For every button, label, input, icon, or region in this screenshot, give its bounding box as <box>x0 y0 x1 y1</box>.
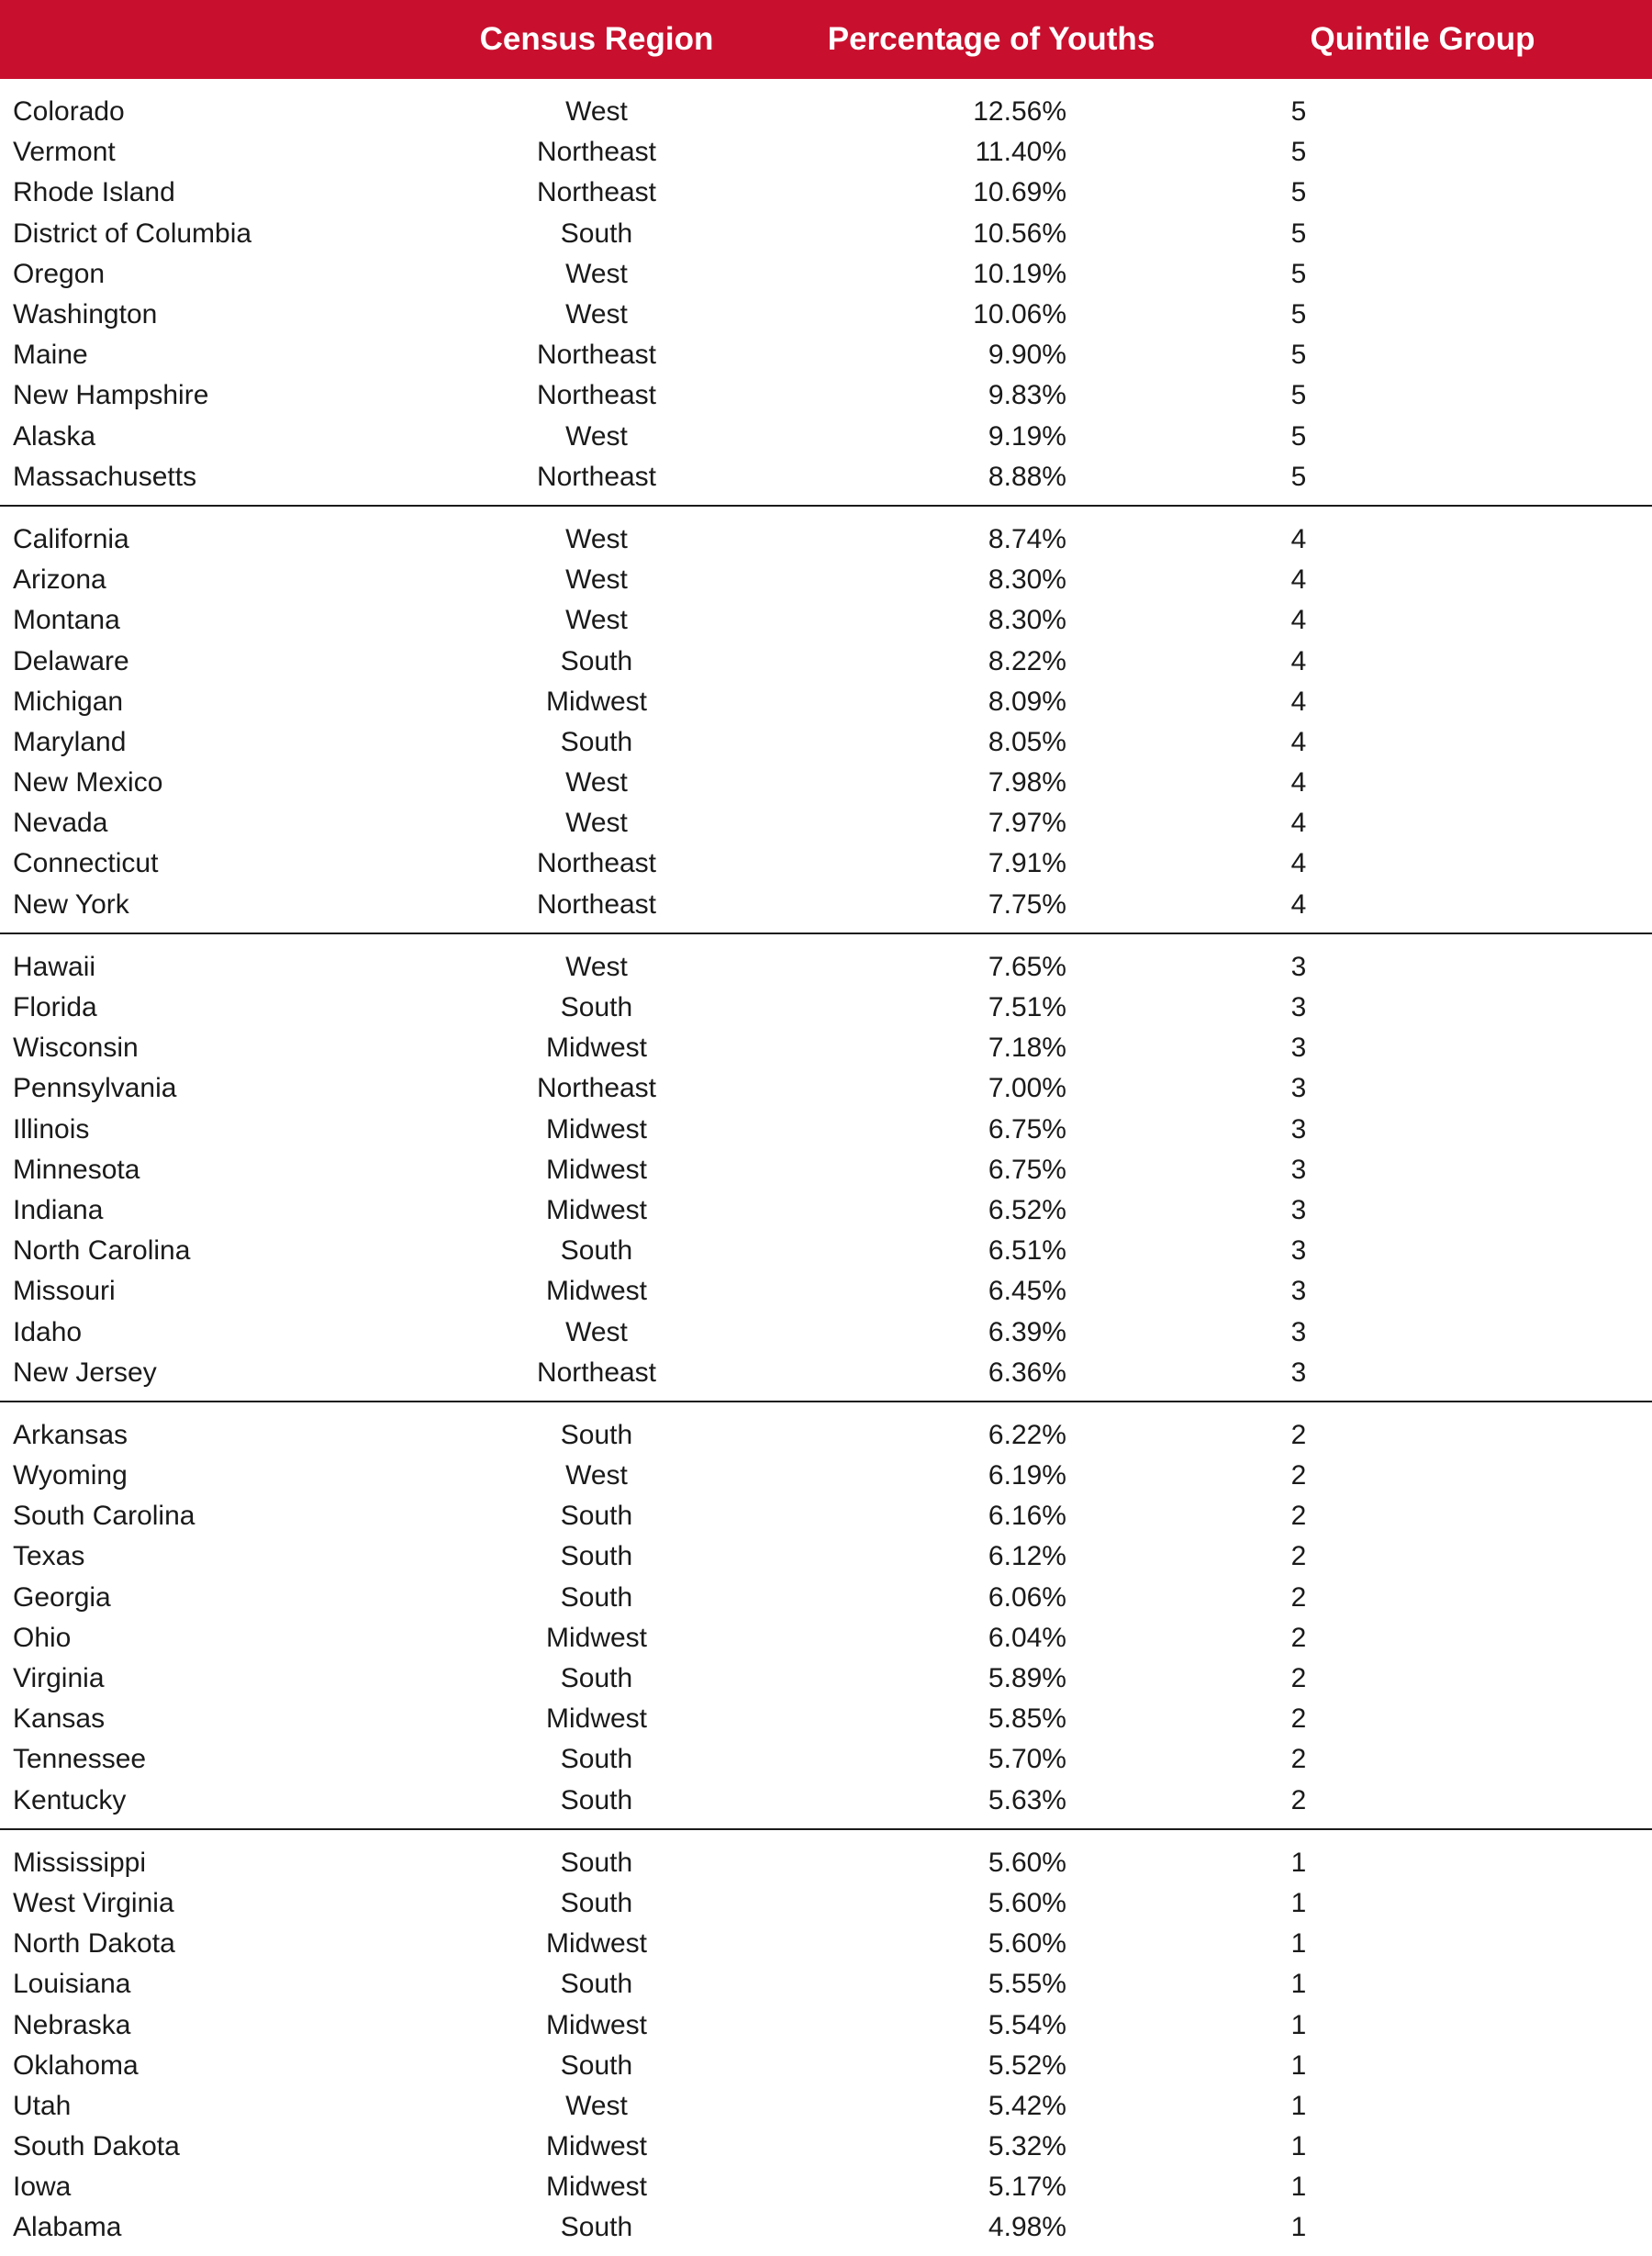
state-cell: Louisiana <box>13 1969 131 2000</box>
state-cell: New Mexico <box>13 767 163 799</box>
region-cell: South <box>560 992 633 1023</box>
state-cell: Alaska <box>13 420 96 452</box>
state-cell: Colorado <box>13 96 125 128</box>
percentage-cell: 5.60% <box>988 1887 1066 1918</box>
percentage-cell: 5.85% <box>988 1703 1066 1735</box>
quintile-cell: 4 <box>1290 767 1307 799</box>
table-row <box>0 2167 1652 2207</box>
quintile-cell: 4 <box>1290 808 1307 839</box>
state-cell: Nebraska <box>13 2009 131 2040</box>
quintile-cell: 3 <box>1290 1235 1307 1267</box>
quintile-group-section <box>0 79 1652 507</box>
percentage-cell: 6.39% <box>988 1316 1066 1347</box>
quintile-cell: 1 <box>1290 1928 1307 1960</box>
table-row <box>0 803 1652 843</box>
quintile-cell: 4 <box>1290 645 1307 676</box>
region-cell: Northeast <box>536 888 657 920</box>
quintile-cell: 1 <box>1290 2172 1307 2203</box>
region-cell: Northeast <box>536 340 657 371</box>
table-row <box>0 1578 1652 1618</box>
region-cell: Northeast <box>536 380 657 411</box>
state-cell: New Hampshire <box>13 380 209 411</box>
percentage-cell: 5.70% <box>988 1744 1066 1775</box>
quintile-cell: 5 <box>1290 299 1307 330</box>
table-row <box>0 600 1652 641</box>
region-cell: West <box>565 523 628 554</box>
state-cell: Hawaii <box>13 951 96 982</box>
region-cell: West <box>565 808 628 839</box>
table-row <box>0 1924 1652 1964</box>
percentage-cell: 10.06% <box>973 299 1066 330</box>
state-cell: Florida <box>13 992 97 1023</box>
quintile-cell: 1 <box>1290 2131 1307 2162</box>
region-cell: Northeast <box>536 1357 657 1388</box>
state-cell: Iowa <box>13 2172 72 2203</box>
table-row <box>0 1353 1652 1393</box>
state-cell: Connecticut <box>13 848 159 879</box>
quintile-cell: 5 <box>1290 461 1307 492</box>
region-cell: Northeast <box>536 137 657 168</box>
quintile-cell: 3 <box>1290 951 1307 982</box>
region-cell: South <box>560 645 633 676</box>
state-cell: Missouri <box>13 1276 116 1307</box>
region-cell: Midwest <box>545 1928 648 1960</box>
percentage-cell: 7.18% <box>988 1033 1066 1064</box>
quintile-cell: 3 <box>1290 1154 1307 1185</box>
quintile-cell: 3 <box>1290 1357 1307 1388</box>
table-row <box>0 1658 1652 1699</box>
percentage-cell: 6.75% <box>988 1113 1066 1145</box>
state-cell: Pennsylvania <box>13 1073 177 1104</box>
quintile-cell: 2 <box>1290 1541 1307 1572</box>
percentage-cell: 5.60% <box>988 1847 1066 1878</box>
quintile-cell: 1 <box>1290 2212 1307 2243</box>
region-cell: South <box>560 1235 633 1267</box>
percentage-cell: 6.45% <box>988 1276 1066 1307</box>
region-cell: South <box>560 1501 633 1532</box>
region-cell: South <box>560 1581 633 1613</box>
state-cell: Oregon <box>13 258 106 289</box>
state-cell: California <box>13 523 129 554</box>
percentage-cell: 10.56% <box>973 218 1066 249</box>
table-row <box>0 2046 1652 2086</box>
state-cell: District of Columbia <box>13 218 252 249</box>
state-cell: Wisconsin <box>13 1033 139 1064</box>
region-cell: West <box>565 951 628 982</box>
quintile-cell: 2 <box>1290 1581 1307 1613</box>
region-cell: South <box>560 1541 633 1572</box>
region-cell: South <box>560 1887 633 1918</box>
table-row <box>0 1110 1652 1150</box>
table-row <box>0 1231 1652 1271</box>
table-row <box>0 1150 1652 1190</box>
region-cell: Midwest <box>545 1703 648 1735</box>
region-cell: Midwest <box>545 2131 648 2162</box>
state-cell: Washington <box>13 299 158 330</box>
state-cell: Arizona <box>13 564 106 596</box>
table-row <box>0 132 1652 173</box>
quintile-cell: 5 <box>1290 177 1307 208</box>
quintile-cell: 4 <box>1290 888 1307 920</box>
quintile-cell: 1 <box>1290 2049 1307 2081</box>
region-cell: South <box>560 2049 633 2081</box>
table-row <box>0 1843 1652 1883</box>
percentage-cell: 7.91% <box>988 848 1066 879</box>
state-cell: Mississippi <box>13 1847 147 1878</box>
quintile-cell: 3 <box>1290 1276 1307 1307</box>
table-row <box>0 1068 1652 1109</box>
state-cell: Massachusetts <box>13 461 197 492</box>
table-row <box>0 763 1652 803</box>
quintile-cell: 5 <box>1290 420 1307 452</box>
header-quintile-group: Quintile Group <box>1310 21 1535 57</box>
percentage-cell: 8.22% <box>988 645 1066 676</box>
percentage-cell: 8.30% <box>988 605 1066 636</box>
quintile-cell: 1 <box>1290 2090 1307 2121</box>
percentage-cell: 6.36% <box>988 1357 1066 1388</box>
state-cell: Ohio <box>13 1622 72 1653</box>
table-row <box>0 1415 1652 1456</box>
region-cell: South <box>560 1847 633 1878</box>
table-row <box>0 1618 1652 1658</box>
percentage-cell: 7.98% <box>988 767 1066 799</box>
state-cell: Rhode Island <box>13 177 175 208</box>
percentage-cell: 6.16% <box>988 1501 1066 1532</box>
quintile-cell: 5 <box>1290 340 1307 371</box>
state-cell: Michigan <box>13 686 124 717</box>
region-cell: West <box>565 258 628 289</box>
quintile-cell: 3 <box>1290 1316 1307 1347</box>
state-cell: North Carolina <box>13 1235 191 1267</box>
percentage-cell: 5.42% <box>988 2090 1066 2121</box>
region-cell: Midwest <box>545 1154 648 1185</box>
table-row <box>0 417 1652 457</box>
percentage-cell: 10.19% <box>973 258 1066 289</box>
table-row <box>0 947 1652 988</box>
quintile-cell: 5 <box>1290 258 1307 289</box>
quintile-group-section <box>0 934 1652 1402</box>
region-cell: South <box>560 1784 633 1815</box>
state-cell: Tennessee <box>13 1744 147 1775</box>
region-cell: South <box>560 726 633 757</box>
region-cell: Midwest <box>545 2172 648 2203</box>
table-row <box>0 214 1652 254</box>
table-row <box>0 641 1652 681</box>
region-cell: Midwest <box>545 1276 648 1307</box>
quintile-group-section <box>0 507 1652 934</box>
table-row <box>0 2207 1652 2248</box>
header-percentage-of-youths: Percentage of Youths <box>827 21 1155 57</box>
table-row <box>0 2005 1652 2045</box>
state-cell: Kentucky <box>13 1784 127 1815</box>
table-row <box>0 375 1652 416</box>
percentage-cell: 5.54% <box>988 2009 1066 2040</box>
quintile-cell: 2 <box>1290 1744 1307 1775</box>
state-cell: Idaho <box>13 1316 83 1347</box>
percentage-cell: 6.75% <box>988 1154 1066 1185</box>
percentage-cell: 11.40% <box>975 137 1066 168</box>
quintile-cell: 1 <box>1290 1969 1307 2000</box>
quintile-cell: 5 <box>1290 137 1307 168</box>
percentage-cell: 6.19% <box>988 1460 1066 1491</box>
table-row <box>0 1536 1652 1577</box>
region-cell: South <box>560 2212 633 2243</box>
quintile-cell: 3 <box>1290 1033 1307 1064</box>
percentage-cell: 8.09% <box>988 686 1066 717</box>
quintile-cell: 5 <box>1290 380 1307 411</box>
quintile-cell: 3 <box>1290 992 1307 1023</box>
percentage-cell: 8.74% <box>988 523 1066 554</box>
quintile-group-section <box>0 1402 1652 1830</box>
quintile-cell: 2 <box>1290 1419 1307 1450</box>
state-cell: Maine <box>13 340 88 371</box>
percentage-cell: 8.05% <box>988 726 1066 757</box>
region-cell: Northeast <box>536 461 657 492</box>
region-cell: Midwest <box>545 1033 648 1064</box>
quintile-cell: 1 <box>1290 1887 1307 1918</box>
region-cell: South <box>560 218 633 249</box>
percentage-cell: 7.51% <box>988 992 1066 1023</box>
region-cell: West <box>565 564 628 596</box>
state-cell: Arkansas <box>13 1419 128 1450</box>
quintile-group-section <box>0 1830 1652 2256</box>
region-cell: West <box>565 2090 628 2121</box>
state-cell: South Dakota <box>13 2131 180 2162</box>
table-row <box>0 1456 1652 1496</box>
table-row <box>0 1496 1652 1536</box>
table-row <box>0 843 1652 884</box>
quintile-cell: 4 <box>1290 686 1307 717</box>
state-cell: South Carolina <box>13 1501 195 1532</box>
state-cell: Texas <box>13 1541 85 1572</box>
percentage-cell: 6.51% <box>988 1235 1066 1267</box>
percentage-cell: 5.63% <box>988 1784 1066 1815</box>
region-cell: West <box>565 1316 628 1347</box>
header-census-region: Census Region <box>479 21 714 57</box>
region-cell: South <box>560 1744 633 1775</box>
percentage-cell: 7.00% <box>988 1073 1066 1104</box>
percentage-cell: 6.06% <box>988 1581 1066 1613</box>
percentage-cell: 12.56% <box>973 96 1066 128</box>
region-cell: West <box>565 767 628 799</box>
quintile-cell: 4 <box>1290 848 1307 879</box>
table-row <box>0 335 1652 375</box>
region-cell: West <box>565 299 628 330</box>
state-cell: Kansas <box>13 1703 106 1735</box>
state-cell: New York <box>13 888 129 920</box>
quintile-cell: 2 <box>1290 1622 1307 1653</box>
table-row <box>0 92 1652 132</box>
quintile-cell: 2 <box>1290 1703 1307 1735</box>
table-row <box>0 682 1652 722</box>
region-cell: South <box>560 1969 633 2000</box>
state-cell: Utah <box>13 2090 72 2121</box>
table-row <box>0 1028 1652 1068</box>
quintile-cell: 4 <box>1290 726 1307 757</box>
region-cell: West <box>565 420 628 452</box>
percentage-cell: 5.17% <box>988 2172 1066 2203</box>
region-cell: Midwest <box>545 1113 648 1145</box>
region-cell: Northeast <box>536 848 657 879</box>
percentage-cell: 8.88% <box>988 461 1066 492</box>
region-cell: Northeast <box>536 1073 657 1104</box>
region-cell: Midwest <box>545 1194 648 1225</box>
region-cell: West <box>565 96 628 128</box>
state-cell: Alabama <box>13 2212 122 2243</box>
region-cell: Midwest <box>545 1622 648 1653</box>
percentage-cell: 6.52% <box>988 1194 1066 1225</box>
percentage-cell: 9.19% <box>988 420 1066 452</box>
percentage-cell: 4.98% <box>988 2212 1066 2243</box>
table-row <box>0 254 1652 295</box>
table-row <box>0 560 1652 600</box>
table-row <box>0 1739 1652 1780</box>
percentage-cell: 6.12% <box>988 1541 1066 1572</box>
state-cell: Montana <box>13 605 120 636</box>
percentage-cell: 6.22% <box>988 1419 1066 1450</box>
quintile-cell: 4 <box>1290 564 1307 596</box>
state-cell: Nevada <box>13 808 108 839</box>
state-cell: Georgia <box>13 1581 111 1613</box>
quintile-cell: 1 <box>1290 2009 1307 2040</box>
percentage-cell: 7.97% <box>988 808 1066 839</box>
percentage-cell: 7.75% <box>988 888 1066 920</box>
state-cell: Virginia <box>13 1663 105 1694</box>
percentage-cell: 5.52% <box>988 2049 1066 2081</box>
state-cell: Illinois <box>13 1113 90 1145</box>
state-cell: New Jersey <box>13 1357 157 1388</box>
quintile-cell: 3 <box>1290 1073 1307 1104</box>
percentage-cell: 8.30% <box>988 564 1066 596</box>
quintile-cell: 2 <box>1290 1460 1307 1491</box>
table-row <box>0 988 1652 1028</box>
table-header <box>0 0 1652 79</box>
region-cell: West <box>565 1460 628 1491</box>
table-row <box>0 1190 1652 1231</box>
quintile-cell: 3 <box>1290 1113 1307 1145</box>
percentage-cell: 9.83% <box>988 380 1066 411</box>
state-cell: Delaware <box>13 645 129 676</box>
quintile-cell: 2 <box>1290 1784 1307 1815</box>
state-cell: Vermont <box>13 137 116 168</box>
region-cell: Midwest <box>545 2009 648 2040</box>
table-row <box>0 295 1652 335</box>
table-row <box>0 2127 1652 2167</box>
percentage-cell: 5.55% <box>988 1969 1066 2000</box>
state-cell: West Virginia <box>13 1887 174 1918</box>
state-cell: Oklahoma <box>13 2049 139 2081</box>
quintile-cell: 4 <box>1290 523 1307 554</box>
table-row <box>0 722 1652 763</box>
percentage-cell: 9.90% <box>988 340 1066 371</box>
region-cell: Northeast <box>536 177 657 208</box>
table-row <box>0 1312 1652 1352</box>
quintile-cell: 3 <box>1290 1194 1307 1225</box>
quintile-cell: 2 <box>1290 1501 1307 1532</box>
region-cell: South <box>560 1419 633 1450</box>
percentage-cell: 7.65% <box>988 951 1066 982</box>
table-row <box>0 173 1652 213</box>
region-cell: Midwest <box>545 686 648 717</box>
quintile-cell: 1 <box>1290 1847 1307 1878</box>
state-cell: Indiana <box>13 1194 104 1225</box>
table-row <box>0 1883 1652 1924</box>
percentage-cell: 10.69% <box>973 177 1066 208</box>
state-cell: North Dakota <box>13 1928 175 1960</box>
region-cell: South <box>560 1663 633 1694</box>
quintile-cell: 2 <box>1290 1663 1307 1694</box>
table-row <box>0 2086 1652 2127</box>
table-row <box>0 885 1652 925</box>
percentage-cell: 5.60% <box>988 1928 1066 1960</box>
quintile-cell: 5 <box>1290 218 1307 249</box>
table-row <box>0 519 1652 560</box>
table-row <box>0 1781 1652 1821</box>
table-row <box>0 1271 1652 1312</box>
quintile-cell: 5 <box>1290 96 1307 128</box>
region-cell: West <box>565 605 628 636</box>
table-row <box>0 457 1652 497</box>
percentage-cell: 5.32% <box>988 2131 1066 2162</box>
quintile-cell: 4 <box>1290 605 1307 636</box>
state-cell: Minnesota <box>13 1154 140 1185</box>
table-row <box>0 1964 1652 2005</box>
state-cell: Wyoming <box>13 1460 128 1491</box>
percentage-cell: 5.89% <box>988 1663 1066 1694</box>
table-body <box>0 79 1652 2256</box>
state-cell: Maryland <box>13 726 127 757</box>
table-row <box>0 1699 1652 1739</box>
percentage-cell: 6.04% <box>988 1622 1066 1653</box>
